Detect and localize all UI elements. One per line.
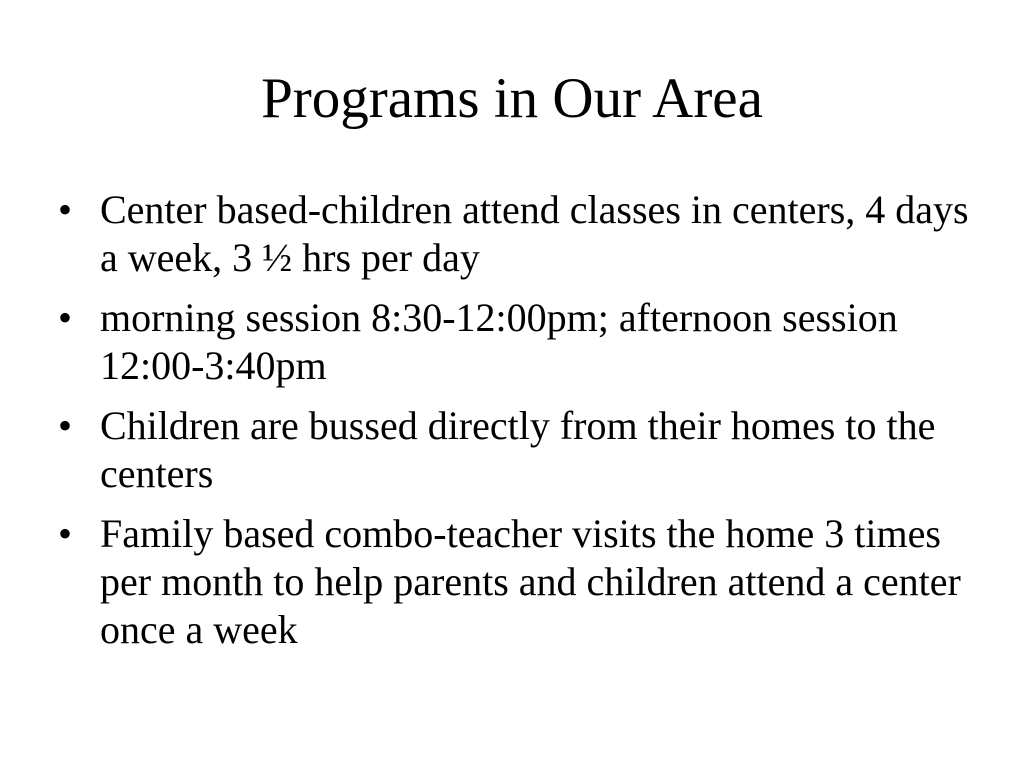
bullet-dot-icon: •	[58, 295, 73, 340]
bullet-text: Family based combo-teacher visits the home 3 times per month to help parents and children attend a center once a week	[100, 511, 961, 652]
bullet-item-bussing	[58, 402, 988, 498]
bullet-dot-icon: •	[58, 187, 73, 232]
bullet-item-center-based	[58, 186, 988, 282]
slide-title: Programs in Our Area	[261, 67, 763, 130]
bullet-list	[58, 186, 988, 666]
bullet-item-sessions	[58, 294, 988, 390]
bullet-text: morning session 8:30-12:00pm; afternoon session 12:00-3:40pm	[100, 295, 898, 388]
bullet-dot-icon: •	[58, 511, 73, 556]
bullet-item-family-based	[58, 510, 988, 654]
bullet-dot-icon: •	[58, 403, 73, 448]
bullet-text: Children are bussed directly from their homes to the centers	[100, 403, 936, 496]
bullet-text: Center based-children attend classes in centers, 4 days a week, 3 ½ hrs per day	[100, 187, 969, 280]
